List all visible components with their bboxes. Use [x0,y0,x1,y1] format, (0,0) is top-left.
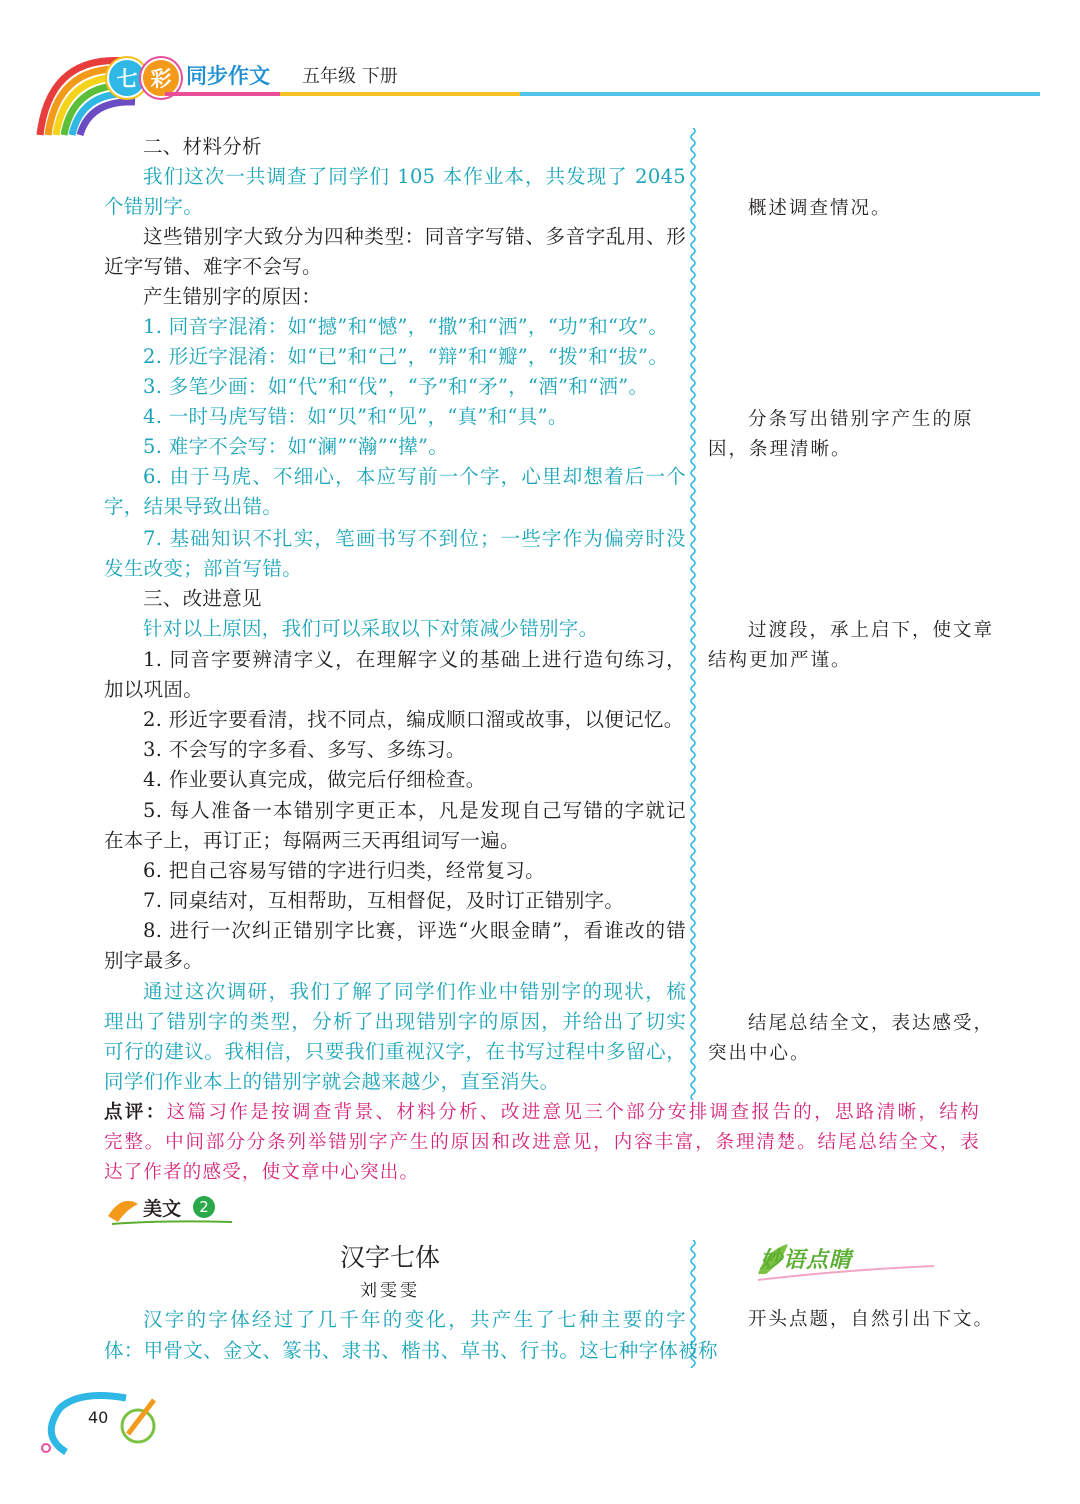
header-rule-yellow [280,92,520,96]
list-item: 加以巩固。 [104,678,204,701]
body-line: 理出了错别字的类型，分析了出现错别字的原因，并给出了切实 [104,1010,686,1033]
comment-label: 点评： [104,1102,167,1123]
list-item: 7. 同桌结对，互相帮助，互相督促，及时订正错别字。 [143,889,625,912]
list-item: 字，结果导致出错。 [104,495,283,518]
essay-line: 体：甲骨文、金文、篆书、隶书、楷书、草书、行书。这七种字体被称 [104,1339,718,1362]
list-item: 2. 形近字要看清，找不同点，编成顺口溜或故事，以便记忆。 [143,708,684,731]
list-item: 5. 每人准备一本错别字更正本，凡是发现自己写错的字就记 [143,799,686,822]
list-item: 2. 形近字混淆：如“已”和“己”，“辩”和“瓣”，“拨”和“拔”。 [143,345,669,368]
body-line: 产生错别字的原因： [143,285,322,308]
body-line: 这些错别字大致分为四种类型：同音字写错、多音字乱用、形 [143,225,686,248]
side-note: 突出中心。 [708,1043,811,1064]
list-item: 1. 同音字要辨清字义，在理解字义的基础上进行造句练习， [143,648,686,671]
header-rule-blue [520,92,1040,96]
page-number: 40 [88,1408,109,1427]
grade-label: 五年级 下册 [302,66,398,87]
essay-author: 刘雯雯 [360,1281,420,1301]
body-line: 近字写错、难字不会写。 [104,255,322,278]
essay-title: 汉字七体 [339,1243,440,1272]
list-item: 3. 多笔少画：如“代”和“伐”，“予”和“矛”，“酒”和“洒”。 [143,375,649,398]
list-item: 6. 把自己容易写错的字进行归类，经常复习。 [143,859,545,882]
teacher-comment [104,1098,980,1188]
list-item: 3. 不会写的字多看、多写、多练习。 [143,738,466,761]
section-heading: 三、改进意见 [143,587,262,610]
side-note: 分条写出错别字产生的原 [748,409,974,430]
side-note: 结构更加严谨。 [708,650,852,671]
series-title: 同步作文 [186,64,270,88]
essay-line: 汉字的字体经过了几千年的变化，共产生了七种主要的字 [143,1308,686,1331]
side-note: 开头点题，自然引出下文。 [748,1309,995,1330]
list-item: 8. 进行一次纠正错别字比赛，评选“火眼金睛”，看谁改的错 [143,919,686,942]
body-line: 可行的建议。我相信，只要我们重视汉字，在书写过程中多留心， [104,1040,686,1063]
list-item: 1. 同音字混淆：如“撼”和“憾”，“撒”和“洒”，“功”和“攻”。 [143,315,669,338]
section-label: 美文 [143,1198,182,1220]
header-badge-qi: 七 [107,58,147,98]
side-note: 过渡段，承上启下，使文章 [748,620,995,641]
body-line: 我们这次一共调查了同学们 105 本作业本，共发现了 2045 [143,165,686,188]
body-line: 同学们作业本上的错别字就会越来越少，直至消失。 [104,1070,560,1093]
header-rule-pink [165,92,280,96]
list-item: 4. 作业要认真完成，做完后仔细检查。 [143,768,486,791]
body-line: 通过这次调研，我们了解了同学们作业中错别字的现状，梳 [143,980,686,1003]
list-item: 在本子上，再订正；每隔两三天再组词写一遍。 [104,829,520,852]
list-item: 7. 基础知识不扎实，笔画书写不到位；一些字作为偏旁时没 [143,527,686,550]
list-item: 别字最多。 [104,949,204,972]
list-item: 5. 难字不会写：如“澜”“瀚”“撵”。 [143,435,449,458]
body-line: 针对以上原因，我们可以采取以下对策减少错别字。 [143,617,599,640]
side-heading: 妙语点睛 [760,1247,853,1273]
side-note: 因，条理清晰。 [708,439,852,460]
side-note: 结尾总结全文，表达感受， [748,1013,995,1034]
side-note: 概述调查情况。 [748,198,892,219]
list-item: 4. 一时马虎写错：如“贝”和“见”，“真”和“具”。 [143,405,568,428]
comment-line: 达了作者的感受，使文章中心突出。 [104,1162,420,1183]
header-badge-cai: 彩 [141,58,181,98]
list-item: 6. 由于马虎、不细心，本应写前一个字，心里却想着后一个 [143,465,686,488]
section-number-badge: 2 [193,1196,215,1218]
comment-line: 这篇习作是按调查背景、材料分析、改进意见三个部分安排调查报告的，思路清晰，结构 [166,1102,980,1123]
list-item: 发生改变；部首写错。 [104,557,303,580]
body-line: 个错别字。 [104,195,204,218]
section-heading: 二、材料分析 [143,135,262,158]
comment-line: 完整。中间部分分条列举错别字产生的原因和改进意见，内容丰富，条理清楚。结尾总结全文，表 [104,1132,980,1153]
wavy-divider [688,128,698,1100]
